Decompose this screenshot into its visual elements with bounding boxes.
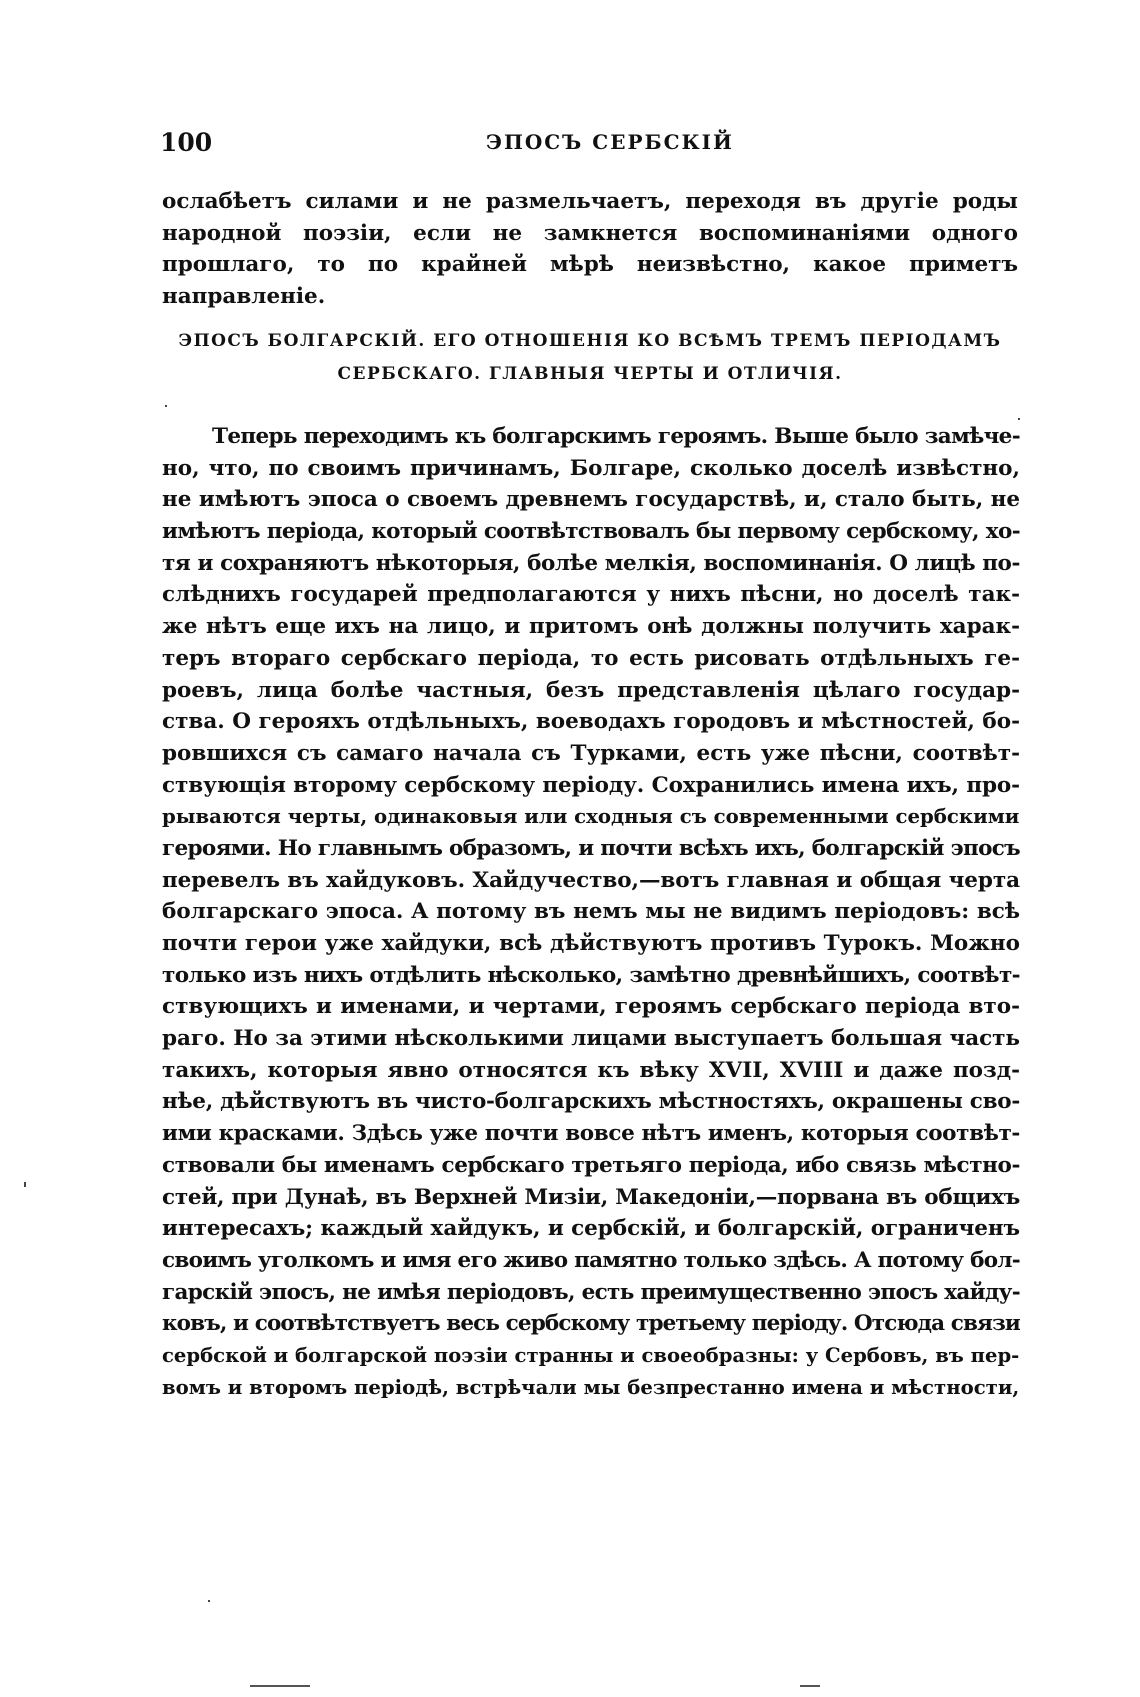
scan-speck	[24, 1182, 26, 1187]
section-heading-line-2: СЕРБСКАГО. ГЛАВНЫЯ ЧЕРТЫ И ОТЛИЧІЯ.	[337, 364, 843, 384]
text-line: раго. Но за этими нѣсколькими лицами выступаетъ большая часть	[162, 1026, 1020, 1052]
scan-speck	[1018, 418, 1020, 420]
text-line: своимъ уголкомъ и имя его живо памятно только здѣсь. А потому бол-	[162, 1247, 1020, 1273]
text-line: роевъ, лица болѣе частныя, безъ представленія цѣлаго государ-	[162, 677, 1020, 703]
scan-speck	[165, 405, 167, 407]
intro-paragraph: ослабѣетъ силами и не размельчаетъ, переходя въ другіе роды народной поэзіи, если не замкнется воспоминаніями одного прошлаго, то по крайней мѣрѣ неизвѣстно, какое приметъ направленіе.	[162, 189, 1018, 309]
text-line: болгарскаго эпоса. А потому въ немъ мы не видимъ періодовъ: всѣ	[162, 899, 1020, 925]
text-line: ими красками. Здѣсь уже почти вовсе нѣтъ именъ, которыя соотвѣт-	[162, 1121, 1020, 1147]
text-line: не имѣютъ эпоса о своемъ древнемъ государствѣ, и, стало быть, не	[162, 487, 1020, 513]
text-line: ствующихъ и именами, и чертами, героямъ сербскаго періода вто-	[162, 994, 1020, 1020]
text-line: сербской и болгарской поэзіи странны и своеобразны: у Сербовъ, въ пер-	[162, 1343, 1020, 1367]
text-line: гарскій эпосъ, не имѣя періодовъ, есть преимущественно эпосъ хайду-	[162, 1279, 1020, 1305]
text-line: вомъ и второмъ періодѣ, встрѣчали мы безпрестанно имена и мѣстности,	[162, 1375, 1020, 1399]
text-line: Теперь переходимъ къ болгарскимъ героямъ. Выше было замѣче-	[212, 424, 1020, 449]
text-line: нѣе, дѣйствуютъ въ чисто-болгарскихъ мѣстностяхъ, окрашены сво-	[162, 1089, 1020, 1115]
page-number: 100	[160, 128, 213, 157]
text-line: теръ втораго сербскаго періода, то есть рисовать отдѣльныхъ ге-	[162, 645, 1020, 671]
text-line: ковъ, и соотвѣтствуетъ весь сербскому третьему періоду. Отсюда связи	[162, 1311, 1020, 1337]
running-head: ЭПОСЪ СЕРБСКІЙ	[486, 130, 734, 154]
text-line: героями. Но главнымъ образомъ, и почти всѣхъ ихъ, болгарскій эпосъ	[162, 835, 1020, 861]
body-paragraph	[162, 421, 1020, 1403]
section-heading	[160, 325, 1020, 391]
text-line: ствовали бы именамъ сербскаго третьяго періода, ибо связь мѣстно-	[162, 1152, 1020, 1178]
text-line: ства. О герояхъ отдѣльныхъ, воеводахъ городовъ и мѣстностей, бо-	[162, 709, 1020, 735]
text-line: только изъ нихъ отдѣлить нѣсколько, замѣтно древнѣйшихъ, соотвѣт-	[162, 962, 1020, 988]
scan-edge-mark	[250, 1685, 310, 1687]
text-line: рываются черты, одинаковыя или сходныя съ современными сербскими	[162, 805, 1020, 829]
text-line: интересахъ; каждый хайдукъ, и сербскій, и болгарскій, ограниченъ	[162, 1216, 1020, 1242]
text-line: имѣютъ періода, который соотвѣтствовалъ бы первому сербскому, хо-	[162, 519, 1020, 545]
text-line: ствующія второму сербскому періоду. Сохранились имена ихъ, про-	[162, 772, 1020, 798]
text-line: почти герои уже хайдуки, всѣ дѣйствуютъ противъ Турокъ. Можно	[162, 931, 1020, 956]
text-line: перевелъ въ хайдуковъ. Хайдучество,—вотъ главная и общая черта	[162, 867, 1020, 893]
scan-speck	[208, 1600, 210, 1602]
text-line: тя и сохраняютъ нѣкоторыя, болѣе мелкія, воспоминанія. О лицѣ по-	[162, 550, 1020, 576]
page-header	[160, 128, 1040, 168]
text-line: стей, при Дунаѣ, въ Верхней Мизіи, Македоніи,—порвана въ общихъ	[162, 1184, 1020, 1210]
text-line: же нѣтъ еще ихъ на лицо, и притомъ онѣ должны получить харак-	[162, 614, 1020, 640]
scan-edge-mark	[800, 1685, 820, 1687]
text-line: но, что, по своимъ причинамъ, Болгаре, сколько доселѣ извѣстно,	[162, 455, 1020, 481]
text-line: ровшихся съ самаго начала съ Турками, есть уже пѣсни, соотвѣт-	[162, 740, 1020, 766]
text-line: слѣднихъ государей предполагаются у нихъ пѣсни, но доселѣ так-	[162, 582, 1020, 608]
section-heading-line-1: ЭПОСЪ БОЛГАРСКІЙ. ЕГО ОТНОШЕНІЯ КО ВСѢМЪ ТРЕМЪ ПЕРІОДАМЪ	[178, 331, 1002, 351]
text-line: такихъ, которыя явно относятся къ вѣку XVII, XVIII и даже позд-	[162, 1057, 1020, 1083]
